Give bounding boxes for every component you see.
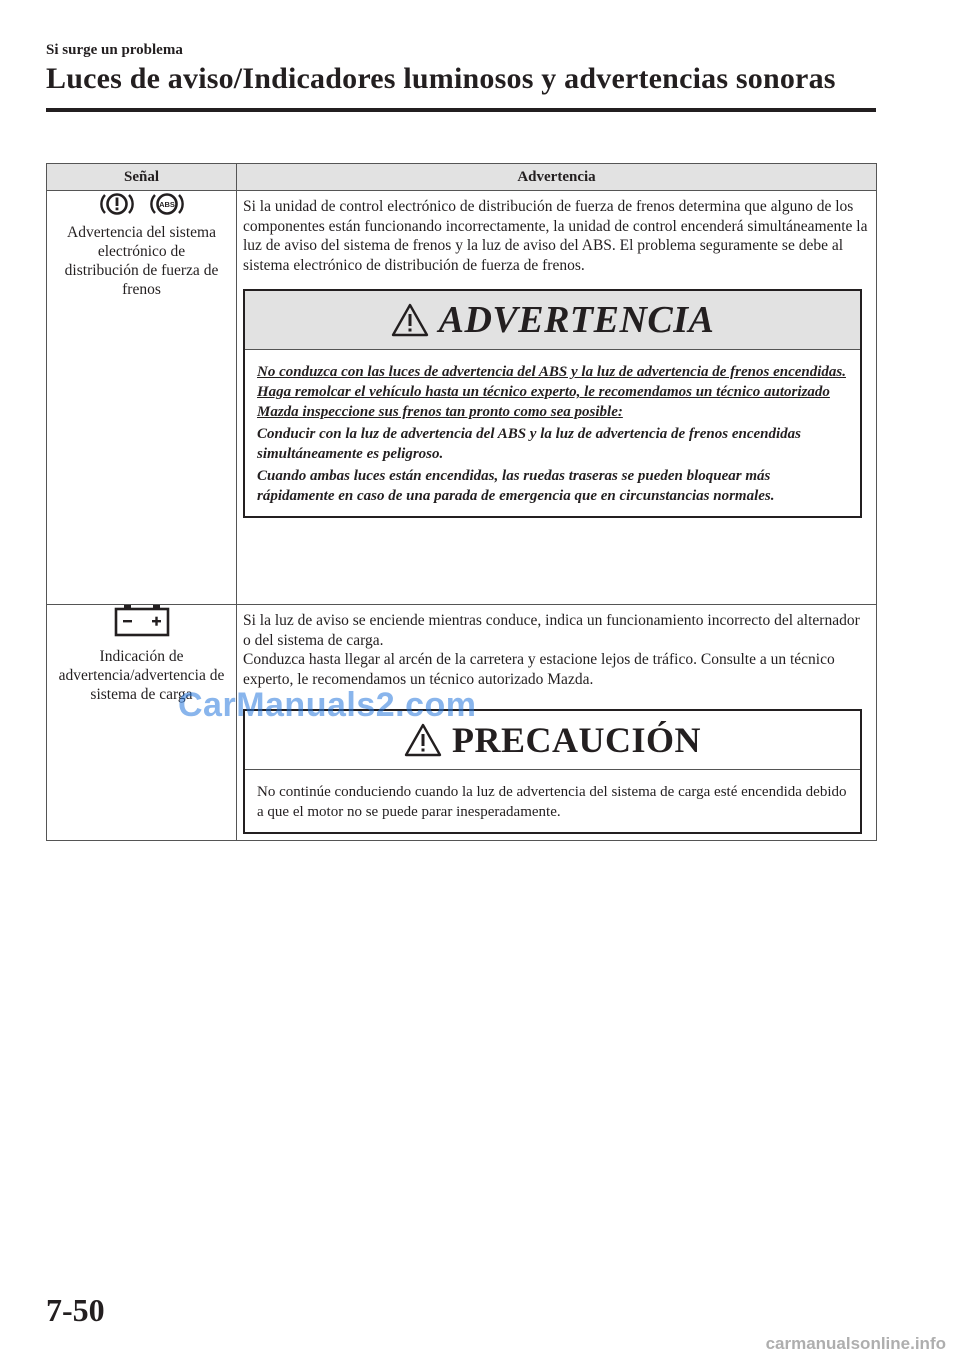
warning-description xyxy=(237,191,876,275)
brake-warning-icon xyxy=(99,191,135,217)
table-row xyxy=(47,191,877,605)
advertencia-body xyxy=(245,350,860,516)
signal-label: Indicación de advertencia/advertencia de sistema de carga xyxy=(58,648,225,703)
warning-cell xyxy=(237,191,877,605)
column-header-warning: Advertencia xyxy=(237,164,877,191)
watermark-overlay: CarManuals2.com xyxy=(178,686,477,724)
advertencia-title: ADVERTENCIA xyxy=(438,299,715,341)
section-label: Si surge un problema xyxy=(46,42,183,58)
advertencia-lead: No conduzca con las luces de advertencia del ABS y la luz de advertencia de frenos encendidas. Haga remolcar el vehículo hasta un técnico experto, le recomendamos un técnico autorizado Mazda inspeccione sus frenos tan pronto como sea posible: xyxy=(257,364,846,420)
warning-text: Si la luz de aviso se enciende mientras conduce, indica un funcionamiento incorrecto del alternador o del sistema de carga. xyxy=(243,612,860,649)
warning-signals-table xyxy=(46,163,877,841)
table-header-row xyxy=(47,164,877,191)
battery-charge-icon xyxy=(114,605,170,637)
watermark-footer: carmanualsonline.info xyxy=(765,1334,946,1353)
column-header-signal: Señal xyxy=(47,164,237,191)
advertencia-point: Conducir con la luz de advertencia del ABS y la luz de advertencia de frenos encendidas simultáneamente es peligroso. xyxy=(257,426,802,462)
warning-text: Si la unidad de control electrónico de distribución de fuerza de frenos determina que alguno de los componentes están funcionando incorrectamente, la unidad de control encenderá simultáneamente la luz de aviso del sistema de frenos y la luz de aviso del ABS. El problema seguramente se debe al sistema electrónico de distribución de fuerza de frenos. xyxy=(243,198,868,274)
warning-triangle-icon xyxy=(404,723,442,757)
abs-icon-label: ABS xyxy=(158,200,175,209)
signal-label: Advertencia del sistema electrónico de distribución de fuerza de frenos xyxy=(64,224,219,298)
precaucion-text: No continúe conduciendo cuando la luz de advertencia del sistema de carga esté encendida debido a que el motor no se puede parar inesperadamente. xyxy=(257,784,847,820)
warning-triangle-icon xyxy=(391,303,429,337)
advertencia-box xyxy=(243,289,862,518)
precaucion-body xyxy=(245,770,860,832)
warning-description xyxy=(237,605,876,689)
precaucion-box xyxy=(243,709,862,834)
precaucion-title: PRECAUCIÓN xyxy=(451,720,701,760)
abs-warning-icon xyxy=(149,191,185,217)
signal-cell xyxy=(47,191,237,605)
warning-text: Conduzca hasta llegar al arcén de la carretera y estacione lejos de tráfico. Consulte a un técnico experto, le recomendamos un técnico autorizado Mazda. xyxy=(243,651,835,688)
chapter-title: Luces de aviso/Indicadores luminosos y advertencias sonoras xyxy=(46,62,836,95)
title-divider xyxy=(46,108,876,112)
advertencia-point: Cuando ambas luces están encendidas, las ruedas traseras se pueden bloquear más rápidamente en caso de una parada de emergencia que en circunstancias normales. xyxy=(257,468,775,504)
page-number: 7-50 xyxy=(46,1292,105,1328)
advertencia-box-header xyxy=(245,291,860,350)
